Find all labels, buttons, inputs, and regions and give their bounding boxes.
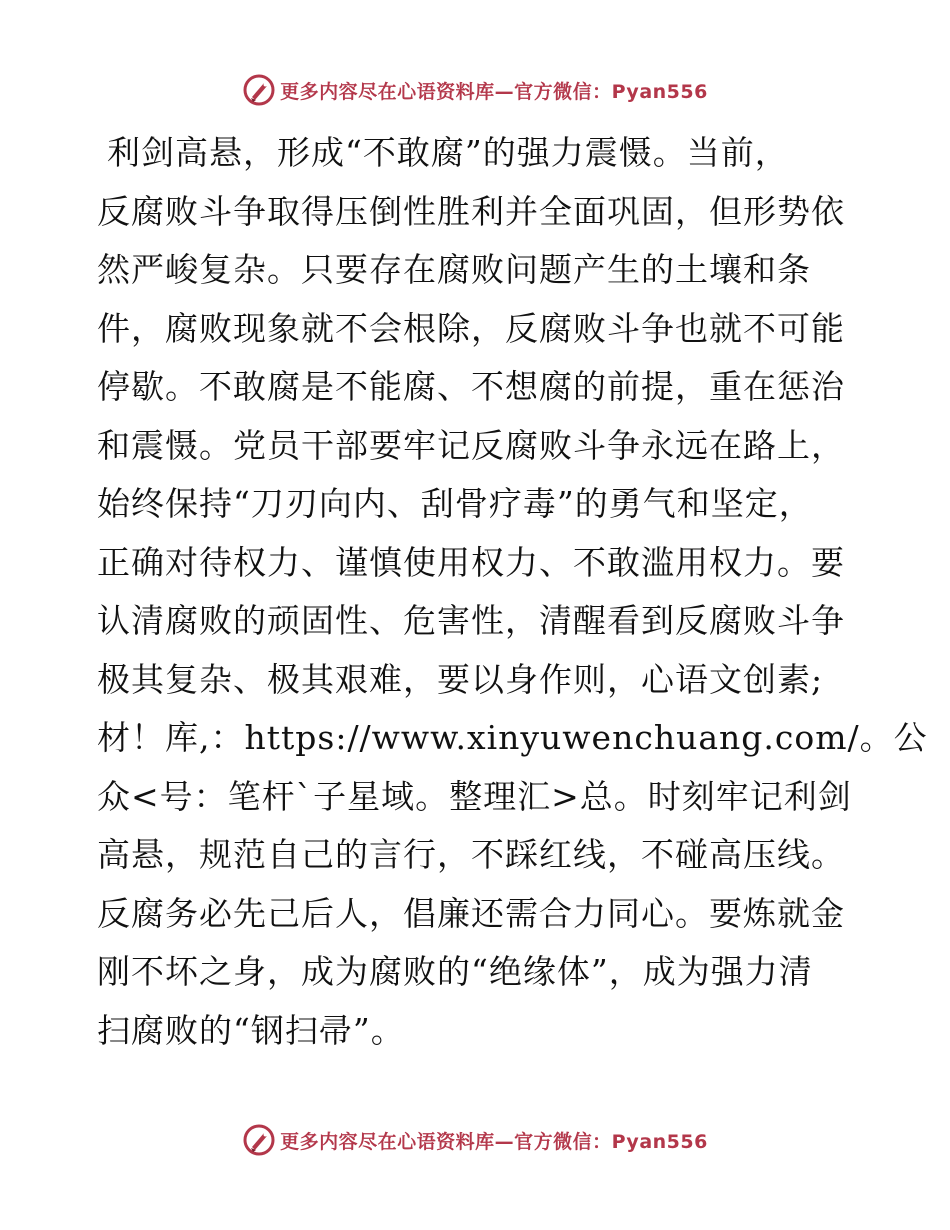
body-line: 材！库,：https://www.xinyuwenchuang.com/。公 [97,718,928,757]
header-banner-text: 更多内容尽在心语资料库—官方微信：Pyan556 [280,80,708,103]
body-line: 利剑高悬，形成“不敢腐”的强力震慑。当前， [107,133,789,172]
body-line: 始终保持“刀刃向内、刮骨疗毒”的勇气和坚定， [97,484,813,523]
footer-banner [0,1120,950,1160]
body-line: 扫腐败的“钢扫帚”。 [97,1010,405,1050]
document-body [97,124,928,1060]
body-line: 反腐务必先己后人，倡廉还需合力同心。要炼就金 [97,893,845,933]
body-line: 停歇。不敢腐是不能腐、不想腐的前提，重在惩治 [97,367,845,406]
body-line: 高悬，规范自己的言行，不踩红线，不碰高压线。 [97,835,845,874]
pen-nib-logo-icon [242,1123,276,1157]
body-line: 正确对待权力、谨慎使用权力、不敢滥用权力。要 [97,542,845,582]
body-line: 极其复杂、极其艰难，要以身作则，心语文创素; [97,659,824,699]
header-banner [0,70,950,110]
body-line: 和震慑。党员干部要牢记反腐败斗争永远在路上， [97,425,845,465]
body-line: 众<号：笔杆`子星域。整理汇>总。时刻牢记利剑 [97,776,852,816]
footer-banner-text: 更多内容尽在心语资料库—官方微信：Pyan556 [280,1130,708,1153]
body-line: 件，腐败现象就不会根除，反腐败斗争也就不可能 [97,308,845,348]
body-line: 认清腐败的顽固性、危害性，清醒看到反腐败斗争 [97,601,845,640]
body-line: 反腐败斗争取得压倒性胜利并全面巩固，但形势依 [97,191,845,231]
pen-nib-logo-icon [242,73,276,107]
body-line: 然严峻复杂。只要存在腐败问题产生的土壤和条 [97,250,811,289]
body-line: 刚不坏之身，成为腐败的“绝缘体”，成为强力清 [97,952,813,991]
